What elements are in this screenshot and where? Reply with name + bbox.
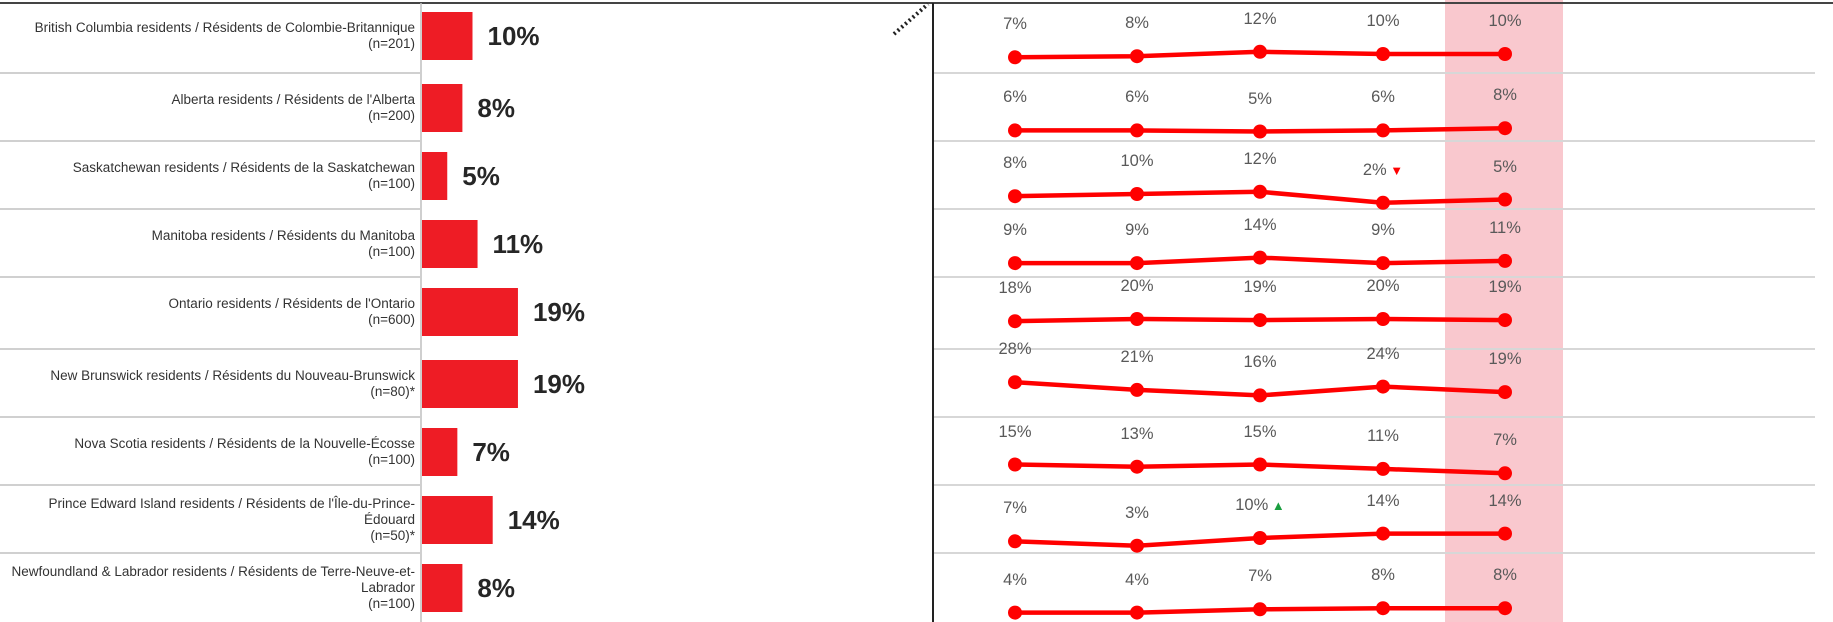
trend-value-label bbox=[1493, 85, 1517, 105]
trend-value-text: 11% bbox=[1489, 218, 1521, 237]
sample-size: (n=600) bbox=[368, 312, 415, 327]
trend-value-text: 6% bbox=[1371, 88, 1395, 107]
trend-value-text: 10% bbox=[1366, 12, 1400, 30]
trend-value-label bbox=[1125, 13, 1149, 33]
trend-value-label bbox=[1120, 276, 1153, 296]
trend-value-label bbox=[1366, 11, 1399, 31]
category-label bbox=[0, 20, 415, 52]
trend-value-text: 15% bbox=[1243, 422, 1277, 441]
trend-value-label bbox=[1366, 276, 1399, 296]
trend-value-label bbox=[1125, 570, 1149, 590]
category-name: British Columbia residents / Résidents de Colombie-Britannique bbox=[34, 20, 415, 35]
trend-value-text: 6% bbox=[1003, 88, 1027, 107]
bar-value-label: 8% bbox=[477, 573, 515, 603]
trend-value-text: 18% bbox=[998, 279, 1032, 298]
bar-value-label: 8% bbox=[477, 93, 515, 123]
trend-value-text: 10% bbox=[1120, 152, 1154, 170]
trend-value-label bbox=[998, 278, 1031, 298]
category-name: New Brunswick residents / Résidents du Nouveau-Brunswick bbox=[50, 368, 415, 383]
trend-value-label bbox=[1366, 491, 1399, 511]
trend-value-text: 14% bbox=[1366, 491, 1400, 510]
trend-value-text: 24% bbox=[1366, 344, 1400, 363]
bar-value-label: 7% bbox=[472, 437, 510, 467]
trend-value-label bbox=[1248, 566, 1272, 586]
trend-value-label bbox=[1003, 498, 1027, 518]
category-name: Alberta residents / Résidents de l'Alberta bbox=[171, 92, 415, 107]
trend-value-label bbox=[1488, 491, 1521, 511]
trend-value-text: 14% bbox=[1488, 491, 1522, 510]
significant-increase-icon: ▲ bbox=[1268, 498, 1285, 513]
trend-value-label bbox=[1493, 565, 1517, 585]
trend-value-text: 9% bbox=[1125, 221, 1149, 240]
sample-size: (n=100) bbox=[368, 244, 415, 259]
trend-value-label bbox=[1003, 570, 1027, 590]
trend-value-label bbox=[1003, 153, 1027, 173]
category-name: Ontario residents / Résidents de l'Ontario bbox=[168, 296, 415, 311]
trend-value-label bbox=[1243, 352, 1276, 372]
trend-value-label bbox=[1371, 87, 1395, 107]
category-name: Nova Scotia residents / Résidents de la Nouvelle-Écosse bbox=[74, 436, 415, 451]
trend-value-text: 28% bbox=[998, 340, 1032, 359]
trend-value-label bbox=[1003, 220, 1027, 240]
trend-value-text: 2% bbox=[1362, 160, 1387, 179]
category-name: Prince Edward Island residents / Résidents de l'Île-du-Prince-Édouard bbox=[48, 496, 415, 527]
trend-value-text: 7% bbox=[1003, 499, 1027, 518]
category-label bbox=[0, 296, 415, 328]
trend-value-label bbox=[1120, 347, 1153, 367]
trend-value-text: 10% bbox=[1235, 496, 1269, 514]
trend-value-text: 8% bbox=[1371, 566, 1395, 585]
trend-value-text: 8% bbox=[1493, 566, 1517, 585]
trend-value-text: 19% bbox=[1488, 278, 1522, 297]
trend-value-label bbox=[1363, 160, 1403, 181]
bar-value-label: 14% bbox=[507, 505, 560, 535]
trend-value-label bbox=[1235, 495, 1285, 516]
trend-value-text: 10% bbox=[1488, 12, 1522, 30]
trend-value-text: 7% bbox=[1248, 567, 1272, 586]
trend-value-text: 16% bbox=[1243, 353, 1277, 372]
trend-value-text: 12% bbox=[1243, 149, 1277, 168]
trend-value-label bbox=[1371, 220, 1395, 240]
trend-value-label bbox=[998, 339, 1031, 359]
trend-value-label bbox=[1125, 87, 1149, 107]
sample-size: (n=100) bbox=[368, 596, 415, 611]
trend-value-label bbox=[1489, 218, 1521, 238]
category-name: Saskatchewan residents / Résidents de la Saskatchewan bbox=[72, 160, 415, 175]
trend-value-label bbox=[1488, 349, 1521, 369]
trend-value-label bbox=[1243, 215, 1276, 235]
trend-value-label bbox=[1371, 565, 1395, 585]
trend-value-text: 19% bbox=[1243, 278, 1277, 297]
trend-value-text: 8% bbox=[1493, 86, 1517, 105]
trend-value-label bbox=[1243, 9, 1276, 29]
bar-value-label: 5% bbox=[462, 161, 500, 191]
trend-value-text: 21% bbox=[1120, 347, 1154, 366]
bar-value-label: 10% bbox=[487, 21, 540, 51]
trend-value-text: 3% bbox=[1125, 503, 1149, 522]
trend-value-text: 9% bbox=[1003, 221, 1027, 240]
sample-size: (n=80)* bbox=[370, 384, 415, 399]
category-name: Newfoundland & Labrador residents / Résidents de Terre-Neuve-et-Labrador bbox=[11, 564, 415, 595]
trend-value-label bbox=[1120, 424, 1153, 444]
category-label bbox=[0, 92, 415, 124]
significant-decrease-icon: ▼ bbox=[1386, 162, 1404, 178]
trend-value-text: 7% bbox=[1493, 431, 1517, 450]
trend-value-label bbox=[998, 422, 1031, 442]
trend-value-text: 5% bbox=[1493, 157, 1517, 176]
sample-size: (n=100) bbox=[368, 176, 415, 191]
sample-size: (n=200) bbox=[368, 108, 415, 123]
trend-value-text: 11% bbox=[1367, 426, 1399, 445]
trend-value-text: 13% bbox=[1120, 424, 1154, 443]
sample-size: (n=50)* bbox=[370, 528, 415, 543]
trend-value-text: 20% bbox=[1120, 277, 1154, 295]
category-label bbox=[0, 160, 415, 192]
trend-value-text: 5% bbox=[1248, 89, 1272, 108]
trend-value-text: 7% bbox=[1003, 15, 1027, 34]
trend-value-text: 12% bbox=[1243, 9, 1277, 28]
bar-value-label: 19% bbox=[532, 297, 585, 327]
category-label bbox=[0, 436, 415, 468]
sample-size: (n=201) bbox=[368, 36, 415, 51]
category-label bbox=[0, 228, 415, 260]
trend-value-label bbox=[1367, 426, 1399, 446]
trend-value-label bbox=[1125, 503, 1149, 523]
trend-value-label bbox=[1243, 149, 1276, 169]
trend-value-label bbox=[1366, 344, 1399, 364]
bar-value-label: 11% bbox=[492, 229, 544, 259]
trend-value-label bbox=[1120, 151, 1153, 171]
trend-value-text: 15% bbox=[998, 422, 1032, 441]
trend-value-label bbox=[1488, 11, 1521, 31]
trend-value-label bbox=[1243, 277, 1276, 297]
trend-value-label bbox=[1243, 422, 1276, 442]
trend-value-label bbox=[1003, 87, 1027, 107]
trend-value-text: 19% bbox=[1488, 350, 1522, 369]
trend-value-label bbox=[1125, 220, 1149, 240]
trend-value-text: 8% bbox=[1125, 14, 1149, 33]
trend-value-text: 20% bbox=[1366, 277, 1400, 295]
category-label bbox=[0, 564, 415, 612]
trend-value-label bbox=[1488, 277, 1521, 297]
trend-value-text: 9% bbox=[1371, 221, 1395, 240]
trend-value-text: 8% bbox=[1003, 154, 1027, 173]
sample-size: (n=100) bbox=[368, 452, 415, 467]
trend-value-text: 4% bbox=[1003, 570, 1027, 589]
trend-value-label bbox=[1003, 14, 1027, 34]
category-label bbox=[0, 368, 415, 400]
trend-value-text: 6% bbox=[1125, 88, 1149, 107]
category-label bbox=[0, 496, 415, 544]
trend-value-label bbox=[1248, 89, 1272, 109]
category-name: Manitoba residents / Résidents du Manitoba bbox=[151, 228, 415, 243]
trend-value-text: 4% bbox=[1125, 570, 1149, 589]
trend-value-text: 14% bbox=[1243, 215, 1277, 234]
trend-value-label bbox=[1493, 430, 1517, 450]
trend-value-label bbox=[1493, 157, 1517, 177]
bar-value-label: 19% bbox=[532, 369, 585, 399]
